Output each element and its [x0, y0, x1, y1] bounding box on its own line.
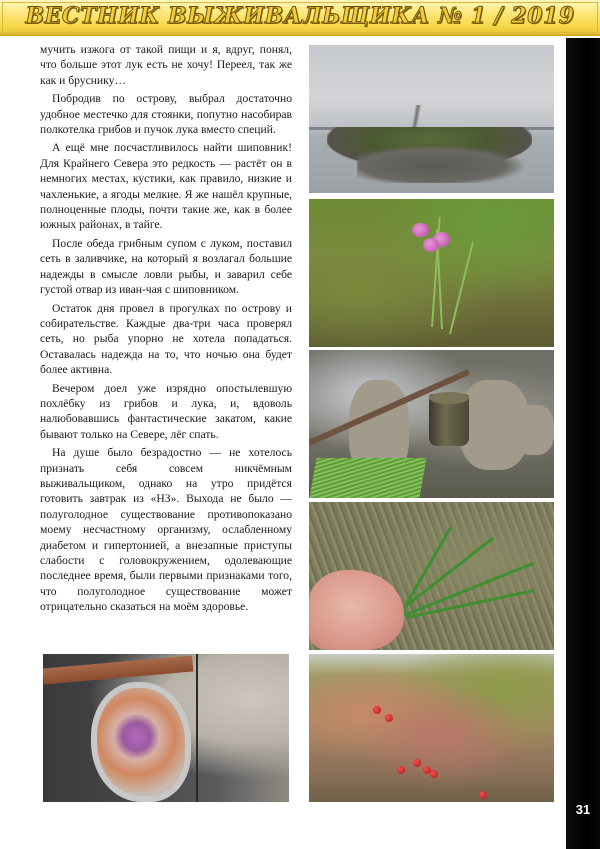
- article-paragraph: На душе было безрадостно — не хотелось признать себя совсем никчёмным выживальщиком, однако на утро придётся готовить завтрак из «НЗ». Выхода не было — полуголодное существование противопоказано моему несчастному организму, ослабленному диабетом и гипертонией, а внезапные приступы слабости с головокружением, одолевающие последнее время, были первыми признаками того, что полуголодное существование может отрицательно сказаться на моём здоровье.: [40, 446, 292, 614]
- magazine-title: ВЕСТНИК ВЫЖИВАЛЬЩИКА № 1 / 2019: [25, 3, 575, 29]
- pot-wire: [196, 654, 198, 802]
- article-paragraph: Остаток дня провел в прогулках по острову и собирательстве. Каждые два-три часа проверял сеть, но рыба упорно не хотела попадаться. Оставалась надежда на то, что ночью она будет более активна.: [40, 301, 292, 377]
- rosehip-berry: [413, 759, 421, 767]
- article-paragraph: мучить изжога от такой пищи и я, вдруг, понял, что больше этот лук есть не хочу! Переел, так же как и бруснику…: [40, 43, 292, 87]
- hand-picking-chives-photo: [309, 502, 554, 650]
- rosehip-berry: [397, 766, 405, 774]
- article-paragraph: После обеда грибным супом с луком, поставил сеть в заливчике, на который я возлагал большие надежды в смысле ловли рыбы, и заварил себе густой отвар из иван-чая с шиповником.: [40, 236, 292, 297]
- mess-tin-with-berries: [91, 682, 191, 802]
- rosehip-berry: [373, 706, 381, 714]
- chive-leaf: [400, 526, 453, 614]
- campfire-with-pot-photo: [309, 350, 554, 498]
- rosehip-berry: [479, 791, 487, 799]
- pot-with-rosehips-photo: [43, 654, 289, 802]
- rusty-bar: [43, 655, 193, 684]
- chive-flower: [412, 223, 429, 237]
- rosehip-berry: [385, 714, 393, 722]
- article-text: [40, 42, 292, 618]
- hand: [309, 570, 404, 650]
- page-number: 31: [575, 802, 591, 817]
- rock: [514, 405, 554, 455]
- pot-rim: [429, 392, 469, 404]
- article-paragraph: А ещё мне посчастливилось найти шиповник! Для Крайнего Севера это редкость — растёт он в немногих местах, кустики, как правило, низкие и чахленькие, а ягоды мелкие. Я же нашёл крупные, полноценные плоды, почти такие же, как в более южных районах, в тайге.: [40, 141, 292, 232]
- wild-chives-flower-photo: [309, 199, 554, 347]
- green-onion-bunch: [309, 458, 426, 498]
- chive-stem: [449, 242, 474, 335]
- magazine-header: [0, 0, 600, 36]
- island-in-river-photo: [309, 45, 554, 193]
- rosehip-berry: [430, 770, 438, 778]
- article-paragraph: Побродив по острову, выбрал достаточно удобное местечко для стоянки, попутно насобирав полкотелка грибов и пучок лука вместо специй.: [40, 92, 292, 137]
- chive-flower: [423, 238, 439, 252]
- page-side-bar: [566, 38, 600, 849]
- island-gravel-shore: [357, 145, 527, 183]
- rosehip-bush-photo: [309, 654, 554, 802]
- article-paragraph: Вечером доел уже изрядно опостылевшую похлёбку из грибов и лука, и, вдоволь налюбовавшись фантастические закатом, какие бывают только на Севере, лёг спать.: [40, 381, 292, 441]
